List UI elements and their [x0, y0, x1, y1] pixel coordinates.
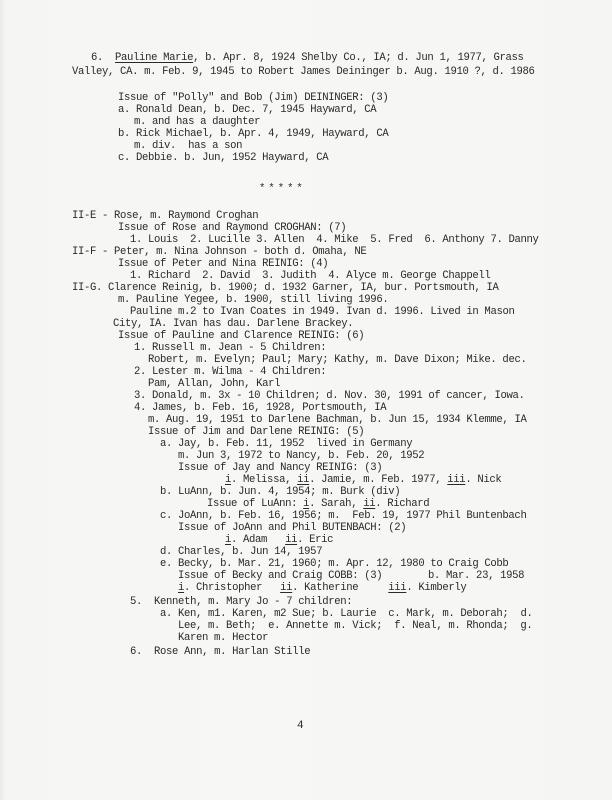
polly-issue-heading: Issue of "Polly" and Bob (Jim) DEININGER: (3)	[118, 92, 389, 104]
child-donald: 3. Donald, m. 3x - 10 Children; d. Nov. 30, 1991 of cancer, Iowa.	[134, 390, 525, 402]
issue-label: Issue of LuAnn:	[207, 498, 304, 510]
entry-6-name: Pauline Marie	[115, 52, 194, 64]
becky-craig-date: b. Mar. 23, 1958	[428, 570, 525, 582]
roman-numeral: ii	[297, 474, 310, 486]
kenneth-children-2: Lee, m. Beth; e. Annette m. Vick; f. Neal, m. Rhonda; g.	[178, 620, 533, 632]
polly-child-a-note: m. and has a daughter	[134, 116, 261, 128]
james-marriage: m. Aug. 19, 1951 to Darlene Bachman, b. Jun 15, 1934 Klemme, IA	[148, 414, 527, 426]
grandchild-joann: c. JoAnn, b. Feb. 16, 1956; m. Feb. 19, 1977 Phil Buntenbach	[160, 510, 527, 522]
jay-nancy-issue: Issue of Jay and Nancy REINIG: (3)	[178, 462, 383, 474]
jay-nancy-children	[225, 474, 501, 486]
becky-craig-children	[178, 582, 466, 594]
roman-numeral: iii	[447, 474, 466, 486]
lester-children: Pam, Allan, John, Karl	[148, 378, 281, 390]
peter-issue: Issue of Peter and Nina REINIG: (4)	[118, 258, 329, 270]
joann-phil-issue: Issue of JoAnn and Phil BUTENBACH: (2)	[178, 522, 407, 534]
child-russell: 1. Russell m. Jean - 5 Children:	[134, 342, 327, 354]
rose-children: 1. Louis 2. Lucille 3. Allen 4. Mike 5. Fred 6. Anthony 7. Danny	[130, 234, 539, 246]
polly-child-a: a. Ronald Dean, b. Dec. 7, 1945 Hayward, CA	[118, 104, 377, 116]
roman-numeral: iii	[388, 582, 407, 594]
child-rose-ann: 6. Rose Ann, m. Harlan Stille	[130, 646, 311, 658]
becky-craig-issue: Issue of Becky and Craig COBB: (3)	[178, 570, 383, 582]
child-lester: 2. Lester m. Wilma - 4 Children:	[134, 366, 327, 378]
roman-numeral: i	[178, 582, 185, 594]
child-name: . Jamie, m. Feb. 1977,	[309, 474, 448, 486]
kenneth-children-1: a. Ken, m1. Karen, m2 Sue; b. Laurie c. Mark, m. Deborah; d.	[160, 608, 533, 620]
child-kenneth: 5. Kenneth, m. Mary Jo - 7 children:	[130, 596, 353, 608]
child-name: . Christopher	[184, 582, 281, 594]
child-name: . Kimberly	[406, 582, 467, 594]
grandchild-luann: b. LuAnn, b. Jun. 4, 1954; m. Burk (div)	[160, 486, 401, 498]
entry-6-text: , b. Apr. 8, 1924 Shelby Co., IA; d. Jun 1, 1977, Grass	[193, 52, 524, 64]
clarence-marriage: m. Pauline Yegee, b. 1900, still living 1996.	[118, 294, 389, 306]
rose-issue: Issue of Rose and Raymond CROGHAN: (7)	[118, 222, 347, 234]
child-name: . Adam	[231, 534, 286, 546]
roman-numeral: i	[225, 474, 232, 486]
pauline-clarence-issue: Issue of Pauline and Clarence REINIG: (6)	[118, 330, 365, 342]
child-name: . Katherine	[292, 582, 389, 594]
section-separator: *****	[259, 183, 306, 195]
child-name: . Nick	[465, 474, 502, 486]
entry-6-line-2: Valley, CA. m. Feb. 9, 1945 to Robert James Deininger b. Aug. 1910 ?, d. 1986	[72, 66, 535, 78]
child-james: 4. James, b. Feb. 16, 1928, Portsmouth, IA	[134, 402, 387, 414]
roman-numeral: i	[303, 498, 310, 510]
entry-rose: II-E - Rose, m. Raymond Croghan	[72, 210, 259, 222]
kenneth-children-3: Karen m. Hector	[178, 632, 269, 644]
child-name: . Eric	[297, 534, 334, 546]
polly-child-b-note: m. div. has a son	[134, 140, 243, 152]
entry-6-line-1	[91, 52, 524, 64]
entry-peter: II-F - Peter, m. Nina Johnson - both d. Omaha, NE	[72, 246, 367, 258]
entry-6-number: 6.	[91, 52, 104, 64]
roman-numeral: ii	[285, 534, 298, 546]
child-name: . Melissa,	[231, 474, 298, 486]
peter-children: 1. Richard 2. David 3. Judith 4. Alyce m. George Chappell	[130, 270, 491, 282]
child-name: . Richard	[375, 498, 430, 510]
jim-darlene-issue: Issue of Jim and Darlene REINIG: (5)	[148, 426, 365, 438]
child-name: . Sarah,	[309, 498, 364, 510]
entry-clarence: II-G. Clarence Reinig, b. 1900; d. 1932 Garner, IA, bur. Portsmouth, IA	[72, 282, 499, 294]
pauline-second-marriage-cont: City, IA. Ivan has dau. Darlene Brackey.	[113, 318, 354, 330]
grandchild-jay: a. Jay, b. Feb. 11, 1952 lived in Germany	[160, 438, 413, 450]
luann-issue	[207, 498, 429, 510]
page-number: 4	[297, 720, 304, 732]
joann-phil-children	[225, 534, 333, 546]
grandchild-becky: e. Becky, b. Mar. 21, 1960; m. Apr. 12, 1980 to Craig Cobb	[160, 558, 509, 570]
pauline-second-marriage: Pauline m.2 to Ivan Coates in 1949. Ivan d. 1996. Lived in Mason	[130, 306, 515, 318]
grandchild-charles: d. Charles, b. Jun 14, 1957	[160, 546, 323, 558]
roman-numeral: i	[225, 534, 232, 546]
polly-child-c: c. Debbie. b. Jun, 1952 Hayward, CA	[118, 152, 329, 164]
russell-children: Robert, m. Evelyn; Paul; Mary; Kathy, m. Dave Dixon; Mike. dec.	[148, 354, 527, 366]
roman-numeral: ii	[280, 582, 293, 594]
polly-child-b: b. Rick Michael, b. Apr. 4, 1949, Hayward, CA	[118, 128, 389, 140]
jay-marriage: m. Jun 3, 1972 to Nancy, b. Feb. 20, 1952	[178, 450, 425, 462]
roman-numeral: ii	[363, 498, 376, 510]
